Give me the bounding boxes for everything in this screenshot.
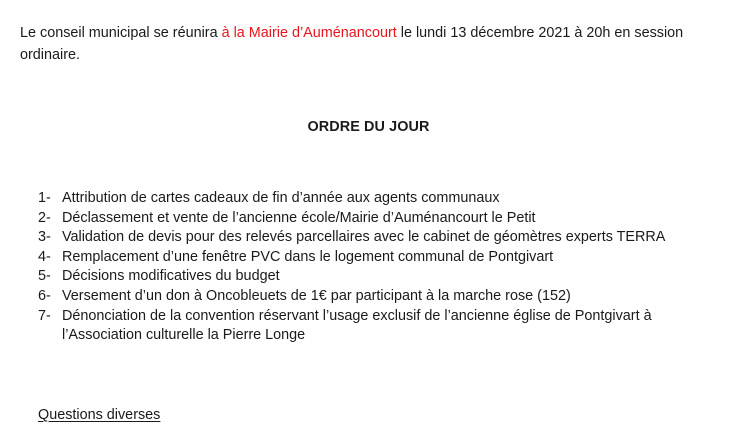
agenda-item-number: 6- — [38, 287, 51, 304]
agenda-item-text: Attribution de cartes cadeaux de fin d’année aux agents communaux — [62, 190, 500, 206]
agenda-item-text: Déclassement et vente de l’ancienne école/Mairie d’Auménancourt le Petit — [62, 209, 536, 226]
meeting-location: à la Mairie d’Auménancourt — [221, 25, 397, 41]
announcement-text-end: le lundi 13 décembre 2021 à 20h en session ordinaire. — [20, 25, 684, 63]
agenda-item-text: Validation de devis pour des relevés parcellaires avec le cabinet de géomètres experts TERRA — [62, 229, 666, 246]
agenda-list — [38, 189, 718, 346]
agenda-item — [38, 307, 718, 346]
agenda-item-number: 1- — [38, 190, 51, 206]
agenda-item — [38, 209, 718, 229]
announcement-text-start: Le conseil municipal se réunira — [20, 25, 222, 41]
agenda-item-number: 4- — [38, 248, 51, 265]
agenda-item — [38, 287, 718, 307]
agenda-item — [38, 228, 718, 248]
misc-questions-heading: Questions diverses — [38, 407, 161, 423]
agenda-item-number: 7- — [38, 307, 51, 324]
agenda-item — [38, 189, 718, 209]
agenda-item-number: 5- — [38, 268, 51, 285]
agenda-item-text: Dénonciation de la convention réservant l’usage exclusif de l’ancienne église de Pontgivart à l’Association culturelle la Pierre Longe — [62, 307, 652, 344]
agenda-heading: ORDRE DU JOUR — [307, 119, 430, 135]
agenda-item — [38, 267, 718, 287]
agenda-item-text: Remplacement d’une fenêtre PVC dans le logement communal de Pontgivart — [62, 248, 554, 265]
agenda-item-text: Décisions modificatives du budget — [62, 268, 280, 285]
agenda-item-number: 2- — [38, 209, 51, 226]
agenda-item-text: Versement d’un don à Oncobleuets de 1€ par participant à la marche rose (152) — [62, 287, 571, 304]
meeting-announcement — [20, 22, 720, 66]
agenda-item — [38, 248, 718, 268]
agenda-item-number: 3- — [38, 229, 51, 246]
